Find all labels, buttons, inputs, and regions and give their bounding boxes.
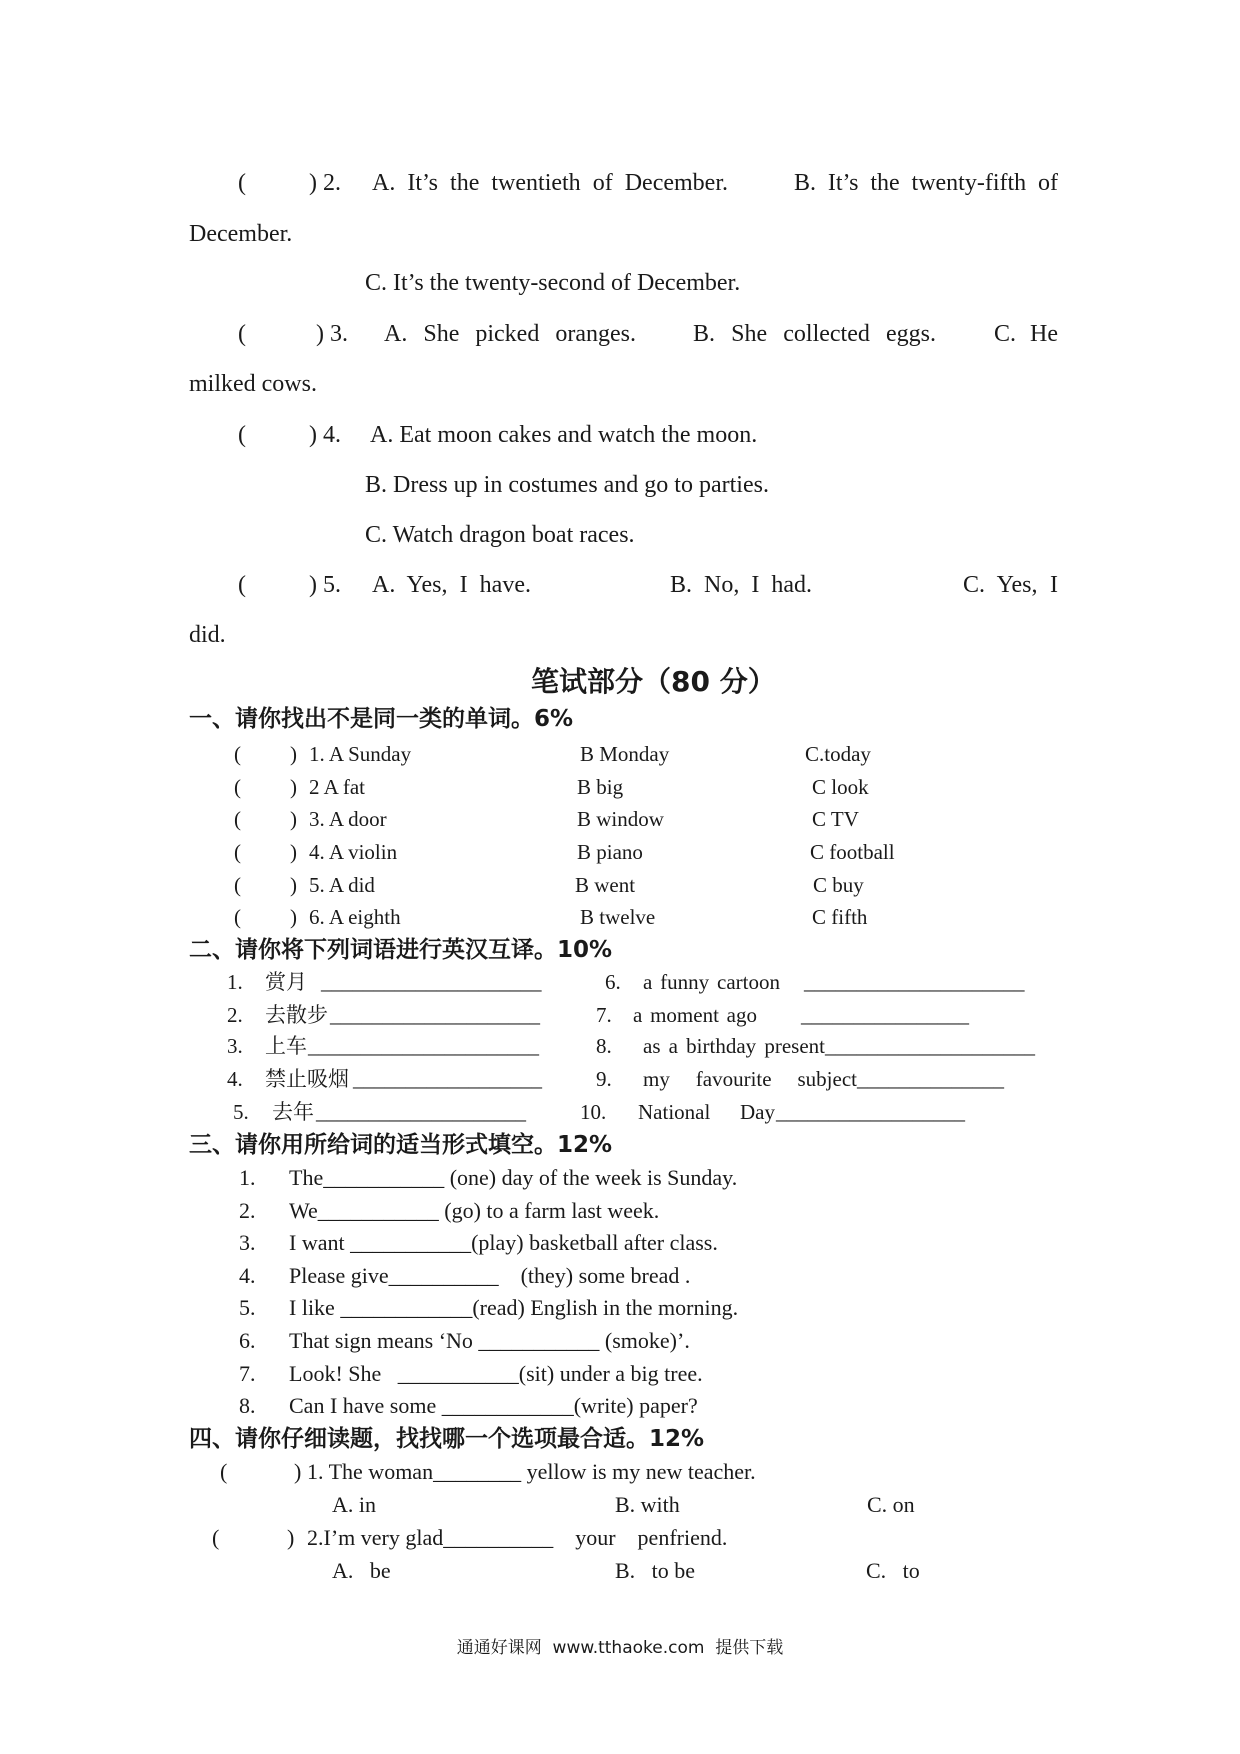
listening-question-2 [0,167,1240,199]
sentence: I want ___________(play) basketball after class. [289,1230,718,1255]
option-b: B. with [615,1492,680,1517]
translation-row [0,1064,1240,1094]
option-b-continued [0,218,1240,250]
answer-paren-close: ) [290,742,297,766]
answer-blank: ______________ [857,1067,1004,1091]
option-b: B went [575,873,636,897]
sentence: That sign means ‘No ___________ (smoke)’. [289,1328,690,1353]
option-c: C football [810,840,895,864]
question-text: 1. The woman________ yellow is my new teacher. [307,1459,756,1484]
item-number: 4. [227,1067,243,1091]
answer-paren-close: ) [294,1459,302,1484]
answer-blank: ______________________ [308,1034,539,1058]
answer-paren-close: ) [290,873,297,897]
question-number: ) 4. [309,422,341,448]
odd-one-out-row [0,837,1240,867]
translation-row [0,967,1240,997]
answer-paren-open: ( [212,1525,220,1550]
option-c: C TV [812,807,859,831]
fill-blank-row [0,1359,1240,1389]
item-number: 7. [596,1003,612,1027]
odd-one-out-row [0,804,1240,834]
question-number: ) 2. [309,170,341,196]
fill-blank-row [0,1391,1240,1421]
option-b: B piano [577,840,643,864]
option-b-wrap: December. [189,221,293,247]
item-number: 1. [239,1165,256,1190]
section-1-heading: 一、请你找出不是同一类的单词。6% [189,706,574,732]
option-b: B. She collected eggs. [693,321,936,347]
question-number: ) 5. [309,572,341,598]
option-b: B window [577,807,664,831]
option-a: A. in [332,1492,376,1517]
answer-paren-open: ( [220,1459,228,1484]
item-number: 10. [580,1100,607,1124]
item-number: 6. [605,970,621,994]
option-b: B Monday [580,742,670,766]
listening-question-2-option-c [0,267,1240,299]
answer-paren-open: ( [234,775,241,799]
english-term: National Day [638,1100,775,1124]
option-b: B. to be [615,1558,696,1583]
option-a: 1. A Sunday [309,742,412,766]
odd-one-out-row [0,739,1240,769]
answer-paren-open: ( [234,840,241,864]
option-c-wrap: milked cows. [189,371,317,397]
answer-paren-open: ( [238,422,246,448]
item-number: 6. [239,1328,256,1353]
option-c: C. It’s the twenty-second of December. [365,270,741,296]
page-footer: 通通好课网 www.tthaoke.com 提供下载 [456,1638,784,1658]
item-number: 5. [239,1295,256,1320]
answer-paren-open: ( [234,742,241,766]
odd-one-out-row [0,902,1240,932]
option-a: 3. A door [309,807,387,831]
option-a: 2 A fat [309,775,365,799]
chinese-term: 去散步 [265,1003,328,1027]
answer-paren-open: ( [238,572,246,598]
answer-paren-open: ( [238,170,246,196]
option-a: 5. A did [309,873,375,897]
item-number: 1. [227,970,243,994]
odd-one-out-row [0,870,1240,900]
fill-blank-row [0,1163,1240,1193]
sentence: Look! She ___________(sit) under a big tree. [289,1361,703,1386]
english-term: as a birthday present [643,1034,825,1058]
option-c: C. on [867,1492,915,1517]
listening-question-5 [0,569,1240,601]
section-4-heading: 四、请你仔细读题，找找哪一个选项最合适。12% [189,1426,705,1452]
item-number: 2. [227,1003,243,1027]
option-a: 4. A violin [309,840,398,864]
question-text: 2.I’m very glad__________ your penfriend. [307,1525,728,1550]
option-a: A. She picked oranges. [384,321,636,347]
sentence: The___________ (one) day of the week is Sunday. [289,1165,738,1190]
chinese-term: 赏月 [265,970,307,994]
option-c-continued [0,619,1240,651]
answer-paren-close: ) [290,775,297,799]
listening-question-4 [0,419,1240,451]
answer-blank: __________________ [353,1067,542,1091]
option-b: B twelve [580,905,656,929]
item-number: 3. [239,1230,256,1255]
option-c: C fifth [812,905,868,929]
listening-question-4-option-b [0,469,1240,501]
answer-blank: _____________________ [321,970,542,994]
answer-blank: _____________________ [804,970,1025,994]
choice-question-1-options [0,1490,1240,1520]
item-number: 5. [233,1100,249,1124]
option-b: B. It’s the twenty-fifth of [794,170,1058,196]
listening-question-3 [0,318,1240,350]
option-c: C. Watch dragon boat races. [365,522,635,548]
option-c-continued [0,368,1240,400]
fill-blank-row [0,1293,1240,1323]
translation-row [0,1000,1240,1030]
option-c: C buy [813,873,864,897]
item-number: 2. [239,1198,256,1223]
answer-blank: ____________________ [330,1003,540,1027]
item-number: 8. [239,1393,256,1418]
answer-paren-close: ) [290,807,297,831]
answer-blank: ____________________ [316,1100,526,1124]
option-c: C. He [994,321,1058,347]
answer-blank: ____________________ [825,1034,1035,1058]
fill-blank-row [0,1326,1240,1356]
answer-paren-open: ( [234,873,241,897]
sentence: Can I have some ____________(write) paper? [289,1393,698,1418]
chinese-term: 上车 [265,1034,307,1058]
answer-blank: ________________ [801,1003,969,1027]
option-a: A. It’s the twentieth of December. [372,170,728,196]
answer-paren-open: ( [234,905,241,929]
section-2-heading: 二、请你将下列词语进行英汉互译。10% [189,937,613,963]
answer-paren-open: ( [238,321,246,347]
fill-blank-row [0,1228,1240,1258]
english-term: a moment ago [633,1003,757,1027]
english-term: a funny cartoon [643,970,780,994]
option-c: C. to [866,1558,920,1583]
question-number: ) 3. [316,321,348,347]
translation-row [0,1097,1240,1127]
choice-question-2-options [0,1556,1240,1586]
fill-blank-row [0,1261,1240,1291]
option-b: B. No, I had. [670,572,812,598]
translation-row [0,1031,1240,1061]
option-b: B. Dress up in costumes and go to parties. [365,472,769,498]
odd-one-out-row [0,772,1240,802]
sentence: I like ____________(read) English in the morning. [289,1295,739,1320]
option-c: C look [812,775,869,799]
english-term: my favourite subject [643,1067,857,1091]
section-3-heading: 三、请你用所给词的适当形式填空。12% [189,1132,613,1158]
choice-question-1 [0,1457,1240,1487]
answer-paren-close: ) [290,905,297,929]
answer-blank: __________________ [776,1100,965,1124]
answer-paren-close: ) [287,1525,295,1550]
chinese-term: 禁止吸烟 [265,1067,349,1091]
written-part-title: 笔试部分（80 分） [531,665,776,698]
choice-question-2 [0,1523,1240,1553]
item-number: 4. [239,1263,256,1288]
answer-paren-open: ( [234,807,241,831]
option-c: C. Yes, I [963,572,1058,598]
answer-paren-close: ) [290,840,297,864]
sentence: We___________ (go) to a farm last week. [289,1198,660,1223]
item-number: 3. [227,1034,243,1058]
item-number: 9. [596,1067,612,1091]
option-b: B big [577,775,624,799]
fill-blank-row [0,1196,1240,1226]
listening-question-4-option-c [0,519,1240,551]
option-a: A. Eat moon cakes and watch the moon. [370,422,758,448]
option-c: C.today [805,742,871,766]
chinese-term: 去年 [272,1100,314,1124]
option-a: 6. A eighth [309,905,401,929]
sentence: Please give__________ (they) some bread . [289,1263,691,1288]
item-number: 8. [596,1034,612,1058]
option-c-wrap: did. [189,622,226,648]
option-a: A. Yes, I have. [372,572,531,598]
option-a: A. be [332,1558,391,1583]
item-number: 7. [239,1361,256,1386]
